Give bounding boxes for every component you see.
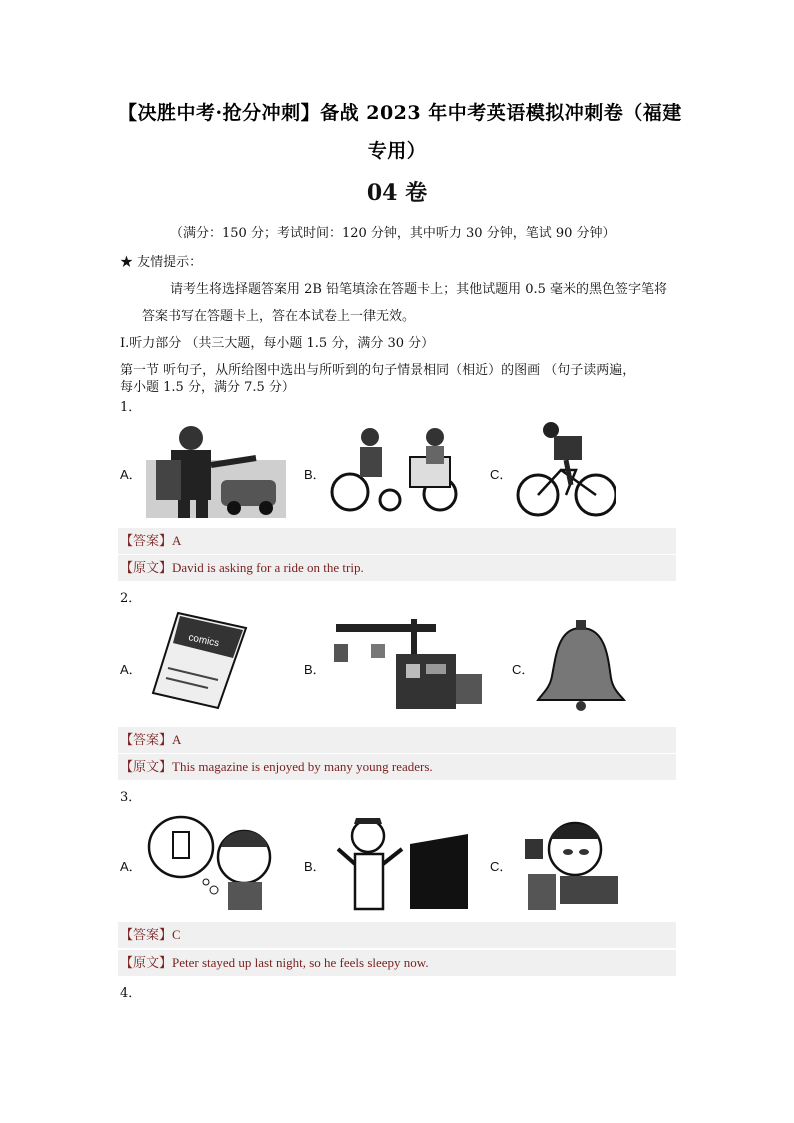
transcript-box: 【原文】This magazine is enjoyed by many young readers. [118,754,676,780]
machine-icon [326,614,486,714]
answer-box: 【答案】C [118,922,676,948]
tips-line1: 请考生将选择题答案用 2B 铅笔填涂在答题卡上；其他试题用 0.5 毫米的黑色签字笔将 [170,282,668,297]
exam-title-line2: 专用） [367,140,427,162]
section-title: I.听力部分 （共三大题，每小题 1.5 分，满分 30 分） [120,336,435,351]
part1-instructions-line2: 每小题 1.5 分，满分 7.5 分） [120,380,295,395]
option-label-c: C． [490,467,513,482]
option-label-c: C． [512,662,535,677]
option-label-b: B． [304,662,326,677]
option-label-c: C． [490,859,513,874]
tips-heading: ★ 友情提示： [120,255,203,270]
option-label-b: B． [304,859,326,874]
sleepy-boy-desk-icon [520,814,620,914]
option-label-b: B． [304,467,326,482]
tricycle-riders-icon [330,422,460,517]
question-number: 3． [120,790,142,805]
option-label-a: A． [120,662,142,677]
transcript-box: 【原文】David is asking for a ride on the trip. [118,555,676,581]
question-number: 2． [120,591,142,606]
hitchhiker-car-icon [146,420,286,520]
exam-info: （满分：150 分；考试时间：120 分钟，其中听力 30 分钟，笔试 90 分钟） [170,226,616,241]
tips-line2: 答案书写在答题卡上，答在本试卷上一律无效。 [142,309,416,324]
answer-box: 【答案】A [118,528,676,554]
exam-title-line1: 【决胜中考·抢分冲刺】备战 2023 年中考英语模拟冲刺卷（福建 [118,102,682,124]
excited-man-computer-icon [330,814,470,914]
bell-icon [536,618,626,713]
part1-instructions-line1: 第一节 听句子，从所给图中选出与所听到的句子情景相同（相近）的图画 （句子读两遍， [120,363,636,378]
option-label-a: A． [120,859,142,874]
question-number: 1． [120,400,142,415]
volume-label: 04 卷 [366,180,428,206]
question-number: 4． [120,986,142,1001]
answer-box: 【答案】A [118,727,676,753]
cyclist-icon [516,420,616,520]
magazine-icon [148,608,248,713]
thirsty-boy-icon [146,812,276,912]
option-label-a: A． [120,467,142,482]
svg-text:comics: comics [187,632,221,650]
transcript-box: 【原文】Peter stayed up last night, so he feels sleepy now. [118,950,676,976]
